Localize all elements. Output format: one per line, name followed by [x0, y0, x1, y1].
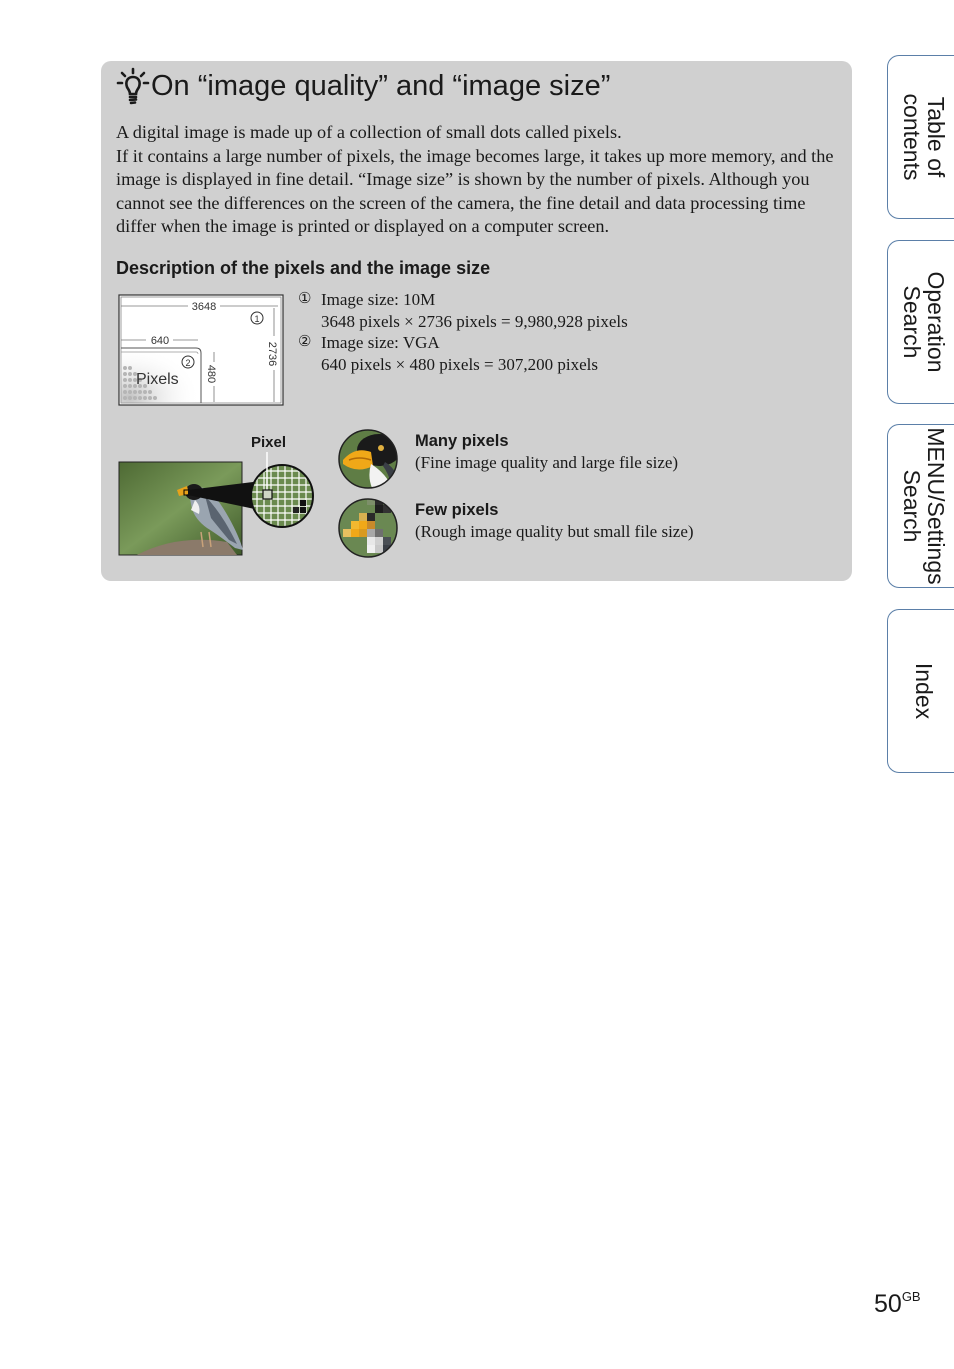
lightbulb-icon — [116, 67, 150, 105]
size-calculation: 3648 pixels × 2736 pixels = 9,980,928 pixels — [321, 311, 628, 331]
few-pixels-thumbnail — [337, 497, 399, 559]
tab-label-line: Table of — [922, 96, 949, 178]
intro-paragraph: If it contains a large number of pixels, the image becomes large, it takes up more memory, and the image is displayed in fine detail. “Image size” is shown by the number of pixels. Although you cannot see the differences on the screen of the camera, the fine detail and data processing time differ when the image is printed or displayed on a computer screen. — [116, 145, 834, 237]
tab-label-line: Operation — [922, 271, 949, 373]
intro-text — [116, 121, 841, 239]
tab-menu-settings-search[interactable] — [887, 424, 954, 588]
many-pixels-caption — [415, 430, 678, 474]
svg-text:1: 1 — [254, 314, 260, 324]
bird-photo-magnifier — [117, 452, 317, 558]
item-marker: ② — [298, 334, 312, 350]
pixels-label: Pixels — [136, 371, 179, 388]
image-size-list — [298, 289, 628, 375]
few-pixels-caption — [415, 499, 694, 543]
tab-label-line: Index — [910, 662, 937, 720]
list-item — [298, 289, 628, 311]
intro-paragraph: A digital image is made up of a collection of small dots called pixels. — [116, 122, 622, 142]
comparison-title: Few pixels — [415, 501, 499, 519]
page-number-value: 50 — [874, 1290, 902, 1318]
comparison-description: (Rough image quality but small file size) — [415, 522, 694, 541]
tab-index[interactable] — [887, 609, 954, 773]
tab-label — [912, 663, 936, 719]
svg-text:2: 2 — [185, 358, 191, 368]
comparison-title: Many pixels — [415, 432, 509, 450]
many-pixels-thumbnail — [337, 428, 399, 490]
image-size-diagram — [118, 294, 284, 406]
tab-label — [900, 271, 948, 372]
pixel-label: Pixel — [251, 434, 287, 451]
tab-label-line: Search — [898, 469, 925, 543]
page-number-suffix: GB — [901, 1289, 921, 1304]
tab-label — [900, 94, 948, 181]
section-subheading: Description of the pixels and the image size — [116, 258, 491, 278]
tip-title: On “image quality” and “image size” — [151, 69, 611, 102]
height-label: 2736 — [266, 341, 278, 367]
size-calculation: 640 pixels × 480 pixels = 307,200 pixels — [321, 354, 598, 374]
tab-label-line: MENU/Settings — [922, 427, 949, 585]
tab-label — [900, 427, 948, 584]
small-height-label: 480 — [205, 364, 217, 384]
tab-label-line: Search — [898, 285, 925, 359]
size-name: Image size: 10M — [321, 290, 436, 309]
tab-table-of-contents[interactable] — [887, 55, 954, 219]
small-width-label: 640 — [150, 335, 170, 347]
list-item — [298, 332, 628, 354]
tab-label-line: contents — [898, 93, 925, 181]
tip-heading — [116, 66, 610, 106]
page-number — [874, 1289, 921, 1319]
item-marker: ① — [298, 291, 312, 307]
width-label: 3648 — [191, 301, 217, 313]
size-name: Image size: VGA — [321, 333, 440, 352]
tab-operation-search[interactable] — [887, 240, 954, 404]
comparison-description: (Fine image quality and large file size) — [415, 453, 679, 472]
